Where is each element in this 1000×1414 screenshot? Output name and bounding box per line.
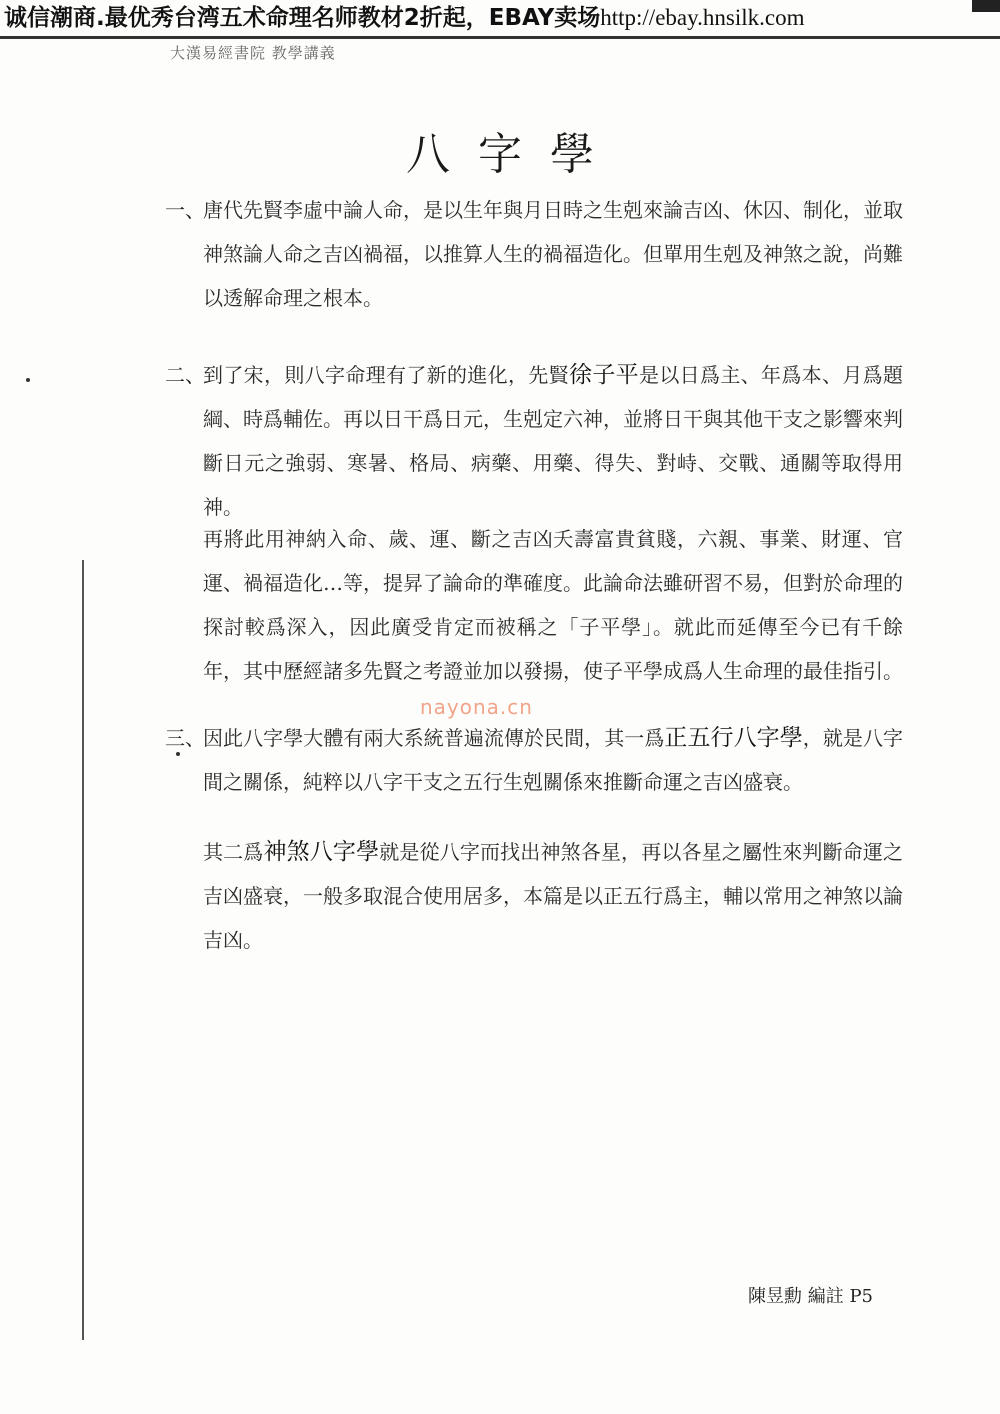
paragraph-text: 因此八字學大體有兩大系統普遍流傳於民間，其一爲 [203, 726, 665, 750]
page-title: 八字學 [406, 129, 622, 180]
banner-text: 诚信潮商.最优秀台湾五术命理名师教材2折起，EBAY卖场 [4, 5, 601, 31]
paragraph-text: 就是從八字而找出神煞各星，再以各星之屬性來判斷命運之吉凶盛衰，一般多取混合使用居多，本篇是以正五行爲主，輔以常用之神煞以論吉凶。 [203, 840, 904, 952]
section-number: 三、 [165, 726, 205, 750]
scan-mark [972, 0, 1000, 12]
paragraph-text: ，就是八字間之關係，純粹以八字干支之五行生剋關係來推斷命運之吉凶盛衰。 [203, 726, 904, 794]
paragraph-text: 是以日爲主、年爲本、月爲題綱、時爲輔佐。再以日干爲日元，生剋定六神，並將日干與其他干支之影響來判斷日元之強弱、寒暑、格局、病藥、用藥、得失、對峙、交戰、通關等取得用神。 [203, 363, 903, 519]
emphasis-name: 徐子平 [569, 362, 639, 388]
ad-banner [0, 0, 1000, 40]
banner-url[interactable]: http://ebay.hnsilk.com [600, 5, 805, 30]
running-header: 大漢易經書院 教學講義 [170, 44, 336, 62]
scan-speck [176, 752, 180, 756]
section-number: 二、 [165, 363, 205, 387]
page-footer: 陳昱勳 編註 P5 [748, 1286, 874, 1307]
watermark: nayona.cn [420, 695, 533, 719]
paragraph [203, 353, 903, 529]
scan-speck [26, 378, 30, 382]
scan-margin-line [82, 560, 84, 1340]
top-rule [0, 36, 1000, 39]
section-number: 一、 [165, 198, 205, 222]
paragraph [203, 716, 903, 804]
paragraph: 再將此用神納入命、歲、運、斷之吉凶夭壽富貴貧賤，六親、事業、財運、官運、禍福造化…等，提昇了論命的準確度。此論命法雖研習不易，但對於命理的探討較爲深入，因此廣受肯定而被稱之「子平學」。就此而延傳至今已有千餘年，其中歷經諸多先賢之考證並加以發揚，使子平學成爲人生命理的最佳指引。 [203, 527, 903, 683]
paragraph: 唐代先賢李虛中論人命，是以生年與月日時之生剋來論吉凶、休囚、制化，並取神煞論人命之吉凶禍福，以推算人生的禍福造化。但單用生剋及神煞之說，尚難以透解命理之根本。 [203, 198, 903, 310]
emphasis-term: 正五行八字學 [664, 725, 803, 751]
paragraph-text: 到了宋，則八字命理有了新的進化，先賢 [203, 363, 569, 387]
paragraph-text: 其二爲 [203, 840, 264, 864]
emphasis-term: 神煞八字學 [263, 839, 380, 865]
paragraph [203, 830, 903, 962]
